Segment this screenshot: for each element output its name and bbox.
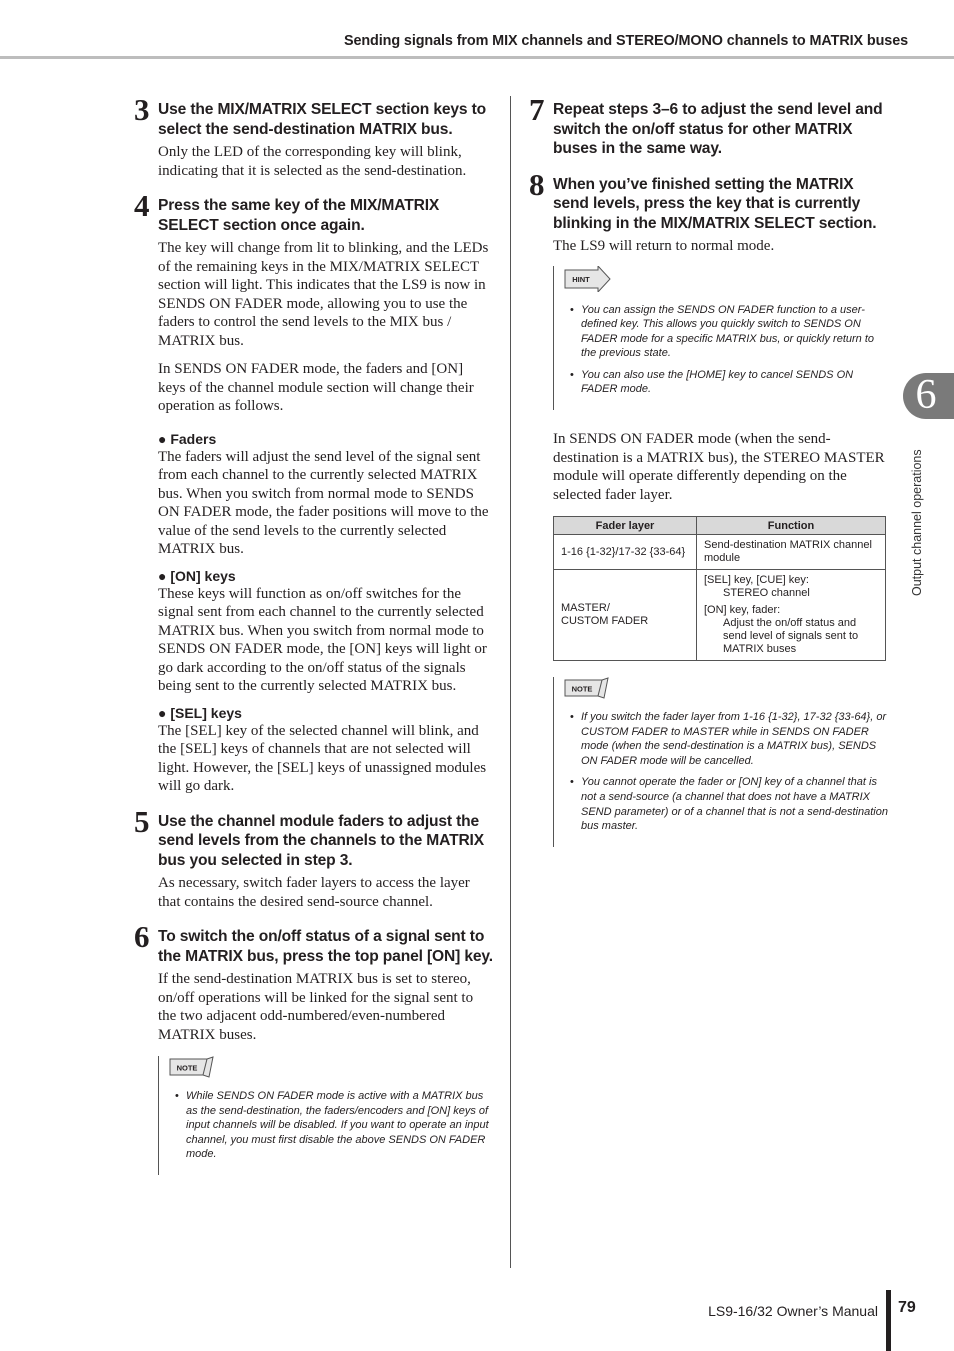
function-key: [SEL] key, [CUE] key: <box>704 574 809 587</box>
table-row <box>554 535 886 570</box>
step-4 <box>134 188 494 796</box>
step-number: 7 <box>529 92 545 127</box>
right-paragraph: In SENDS ON FADER mode (when the send-destination is a MATRIX bus), the STEREO MASTER module will operate differently depending on the selected fader layer. <box>553 431 885 503</box>
step-number: 5 <box>134 803 150 839</box>
note-tag-label: NOTE <box>176 1063 198 1073</box>
note-box <box>553 677 889 847</box>
chapter-label: Output channel operations <box>910 449 924 596</box>
step-title: Use the MIX/MATRIX SELECT section keys to select the send-destination MATRIX bus. <box>158 101 487 138</box>
table-cell <box>554 570 697 661</box>
running-head: Sending signals from MIX channels and STEREO/MONO channels to MATRIX buses <box>343 33 908 49</box>
step-title: To switch the on/off status of a signal sent to the MATRIX bus, press the top panel [ON] key. <box>158 928 493 965</box>
step-title: When you’ve finished setting the MATRIX send levels, press the key that is currently blinking in the MIX/MATRIX SELECT section. <box>553 175 877 232</box>
footer-manual-title: LS9-16/32 Owner’s Manual <box>708 1303 878 1319</box>
step-number: 4 <box>134 188 150 223</box>
step-number: 8 <box>529 166 545 202</box>
subhead-on-keys: ● [ON] keys <box>158 567 236 584</box>
hint-item: • You can assign the SENDS ON FADER function to a user-defined key. This allows you quickly switch to SENDS ON FADER mode for a specific MATRIX bus, or quickly return to the previous state. <box>564 303 889 361</box>
faders-body: The faders will adjust the send level of the signal sent from each channel to the currently selected MATRIX bus. When you switch from normal mode to SENDS ON FADER mode, the fader positions will move to the value of the send levels to the currently selected MATRIX bus. <box>158 448 489 557</box>
note-tag-icon <box>169 1056 217 1074</box>
step-7 <box>529 92 889 159</box>
table-cell: Send-destination MATRIX channel module <box>697 535 886 570</box>
step-body: Only the LED of the corresponding key will blink, indicating that it is selected as the send-destination. <box>158 144 467 179</box>
table-row <box>554 570 886 661</box>
hint-list <box>564 303 889 398</box>
step-number: 3 <box>134 92 150 127</box>
note-box <box>158 1056 494 1175</box>
step-title: Repeat steps 3–6 to adjust the send level and switch the on/off status for other MATRIX buses in the same way. <box>553 101 883 157</box>
table-header-row <box>554 517 886 535</box>
footer-bar <box>886 1290 891 1351</box>
sel-keys-body: The [SEL] key of the selected channel will blink, and the [SEL] keys of channels that are not selected will light. However, the [SEL] keys of unassigned modules will go dark. <box>158 722 487 794</box>
left-column <box>134 92 494 1175</box>
step-body: The key will change from lit to blinking, and the LEDs of the remaining keys in the MIX/MATRIX SELECT section will light. This indicates that the LS9 is now in SENDS ON FADER mode, allowing you to use the faders to control the send levels to the MIX bus / MATRIX bus. <box>158 240 489 349</box>
note-list <box>564 710 889 834</box>
step-title: Use the channel module faders to adjust the send levels from the channels to the MATRIX bus you selected in step 3. <box>158 812 484 869</box>
note-item: • While SENDS ON FADER mode is active with a MATRIX bus as the send-destination, the faders/encoders and [ON] keys of input channels will be disabled. If you want to operate an input channel, you must first disable the above SENDS ON FADER mode. <box>169 1089 494 1162</box>
step-6 <box>134 919 494 1175</box>
layer-line: MASTER/ <box>561 602 610 615</box>
note-list <box>169 1089 494 1162</box>
step-3 <box>134 92 494 180</box>
table-header-cell: Function <box>697 517 886 535</box>
note-item: • You cannot operate the fader or [ON] key of a channel that is not a send-source (a channel that does not have a MATRIX SEND parameter) or of a channel that is not a send-destination bus master. <box>564 775 889 833</box>
function-value: Adjust the on/off status and send level of signals sent to MATRIX buses <box>723 617 859 656</box>
step-body: In SENDS ON FADER mode, the faders and [ON] keys of the channel module section will change their operation as follows. <box>158 361 474 414</box>
note-tag-icon <box>564 677 612 695</box>
subhead-faders: ● Faders <box>158 430 217 447</box>
note-item: • If you switch the fader layer from 1-16 {1-32}, 17-32 {33-64}, or CUSTOM FADER to MASTER while in SENDS ON FADER mode (when the send-destination is a MATRIX bus), SENDS ON FADER mode will be cancelled. <box>564 710 889 768</box>
step-body: The LS9 will return to normal mode. <box>553 238 775 254</box>
table-cell <box>697 570 886 661</box>
right-column <box>529 92 889 847</box>
step-5 <box>134 803 494 912</box>
header-rule <box>0 56 954 59</box>
chapter-number: 6 <box>915 372 937 418</box>
step-8 <box>529 166 889 847</box>
step-body: If the send-destination MATRIX bus is set to stereo, on/off operations will be linked for the signal sent to the two adjacent odd-numbered/even-numbered MATRIX buses. <box>158 971 474 1043</box>
table-cell: 1-16 {1-32}/17-32 {33-64} <box>554 535 697 570</box>
hint-tag-icon <box>564 266 612 284</box>
function-key: [ON] key, fader: <box>704 604 781 617</box>
column-divider <box>510 96 511 1268</box>
step-title: Press the same key of the MIX/MATRIX SELECT section once again. <box>158 197 440 234</box>
fader-layer-table <box>553 516 886 661</box>
hint-item: • You can also use the [HOME] key to cancel SENDS ON FADER mode. <box>564 368 889 397</box>
hint-box <box>553 266 889 411</box>
function-value: STEREO channel <box>723 587 810 600</box>
layer-line: CUSTOM FADER <box>561 615 649 628</box>
step-body: As necessary, switch fader layers to access the layer that contains the desired send-source channel. <box>158 875 470 910</box>
note-tag-label: NOTE <box>571 684 593 694</box>
subhead-sel-keys: ● [SEL] keys <box>158 704 242 721</box>
page-number: 79 <box>898 1299 916 1316</box>
hint-tag-label: HINT <box>572 274 590 284</box>
table-header-cell: Fader layer <box>554 517 697 535</box>
step-number: 6 <box>134 919 150 954</box>
on-keys-body: These keys will function as on/off switches for the signal sent from each channel to the currently selected MATRIX bus. When you switch from normal mode to SENDS ON FADER mode, the [ON] keys will light or go dark according to the on/off status of the signals being sent to the currently selected MATRIX bus. <box>158 585 487 694</box>
